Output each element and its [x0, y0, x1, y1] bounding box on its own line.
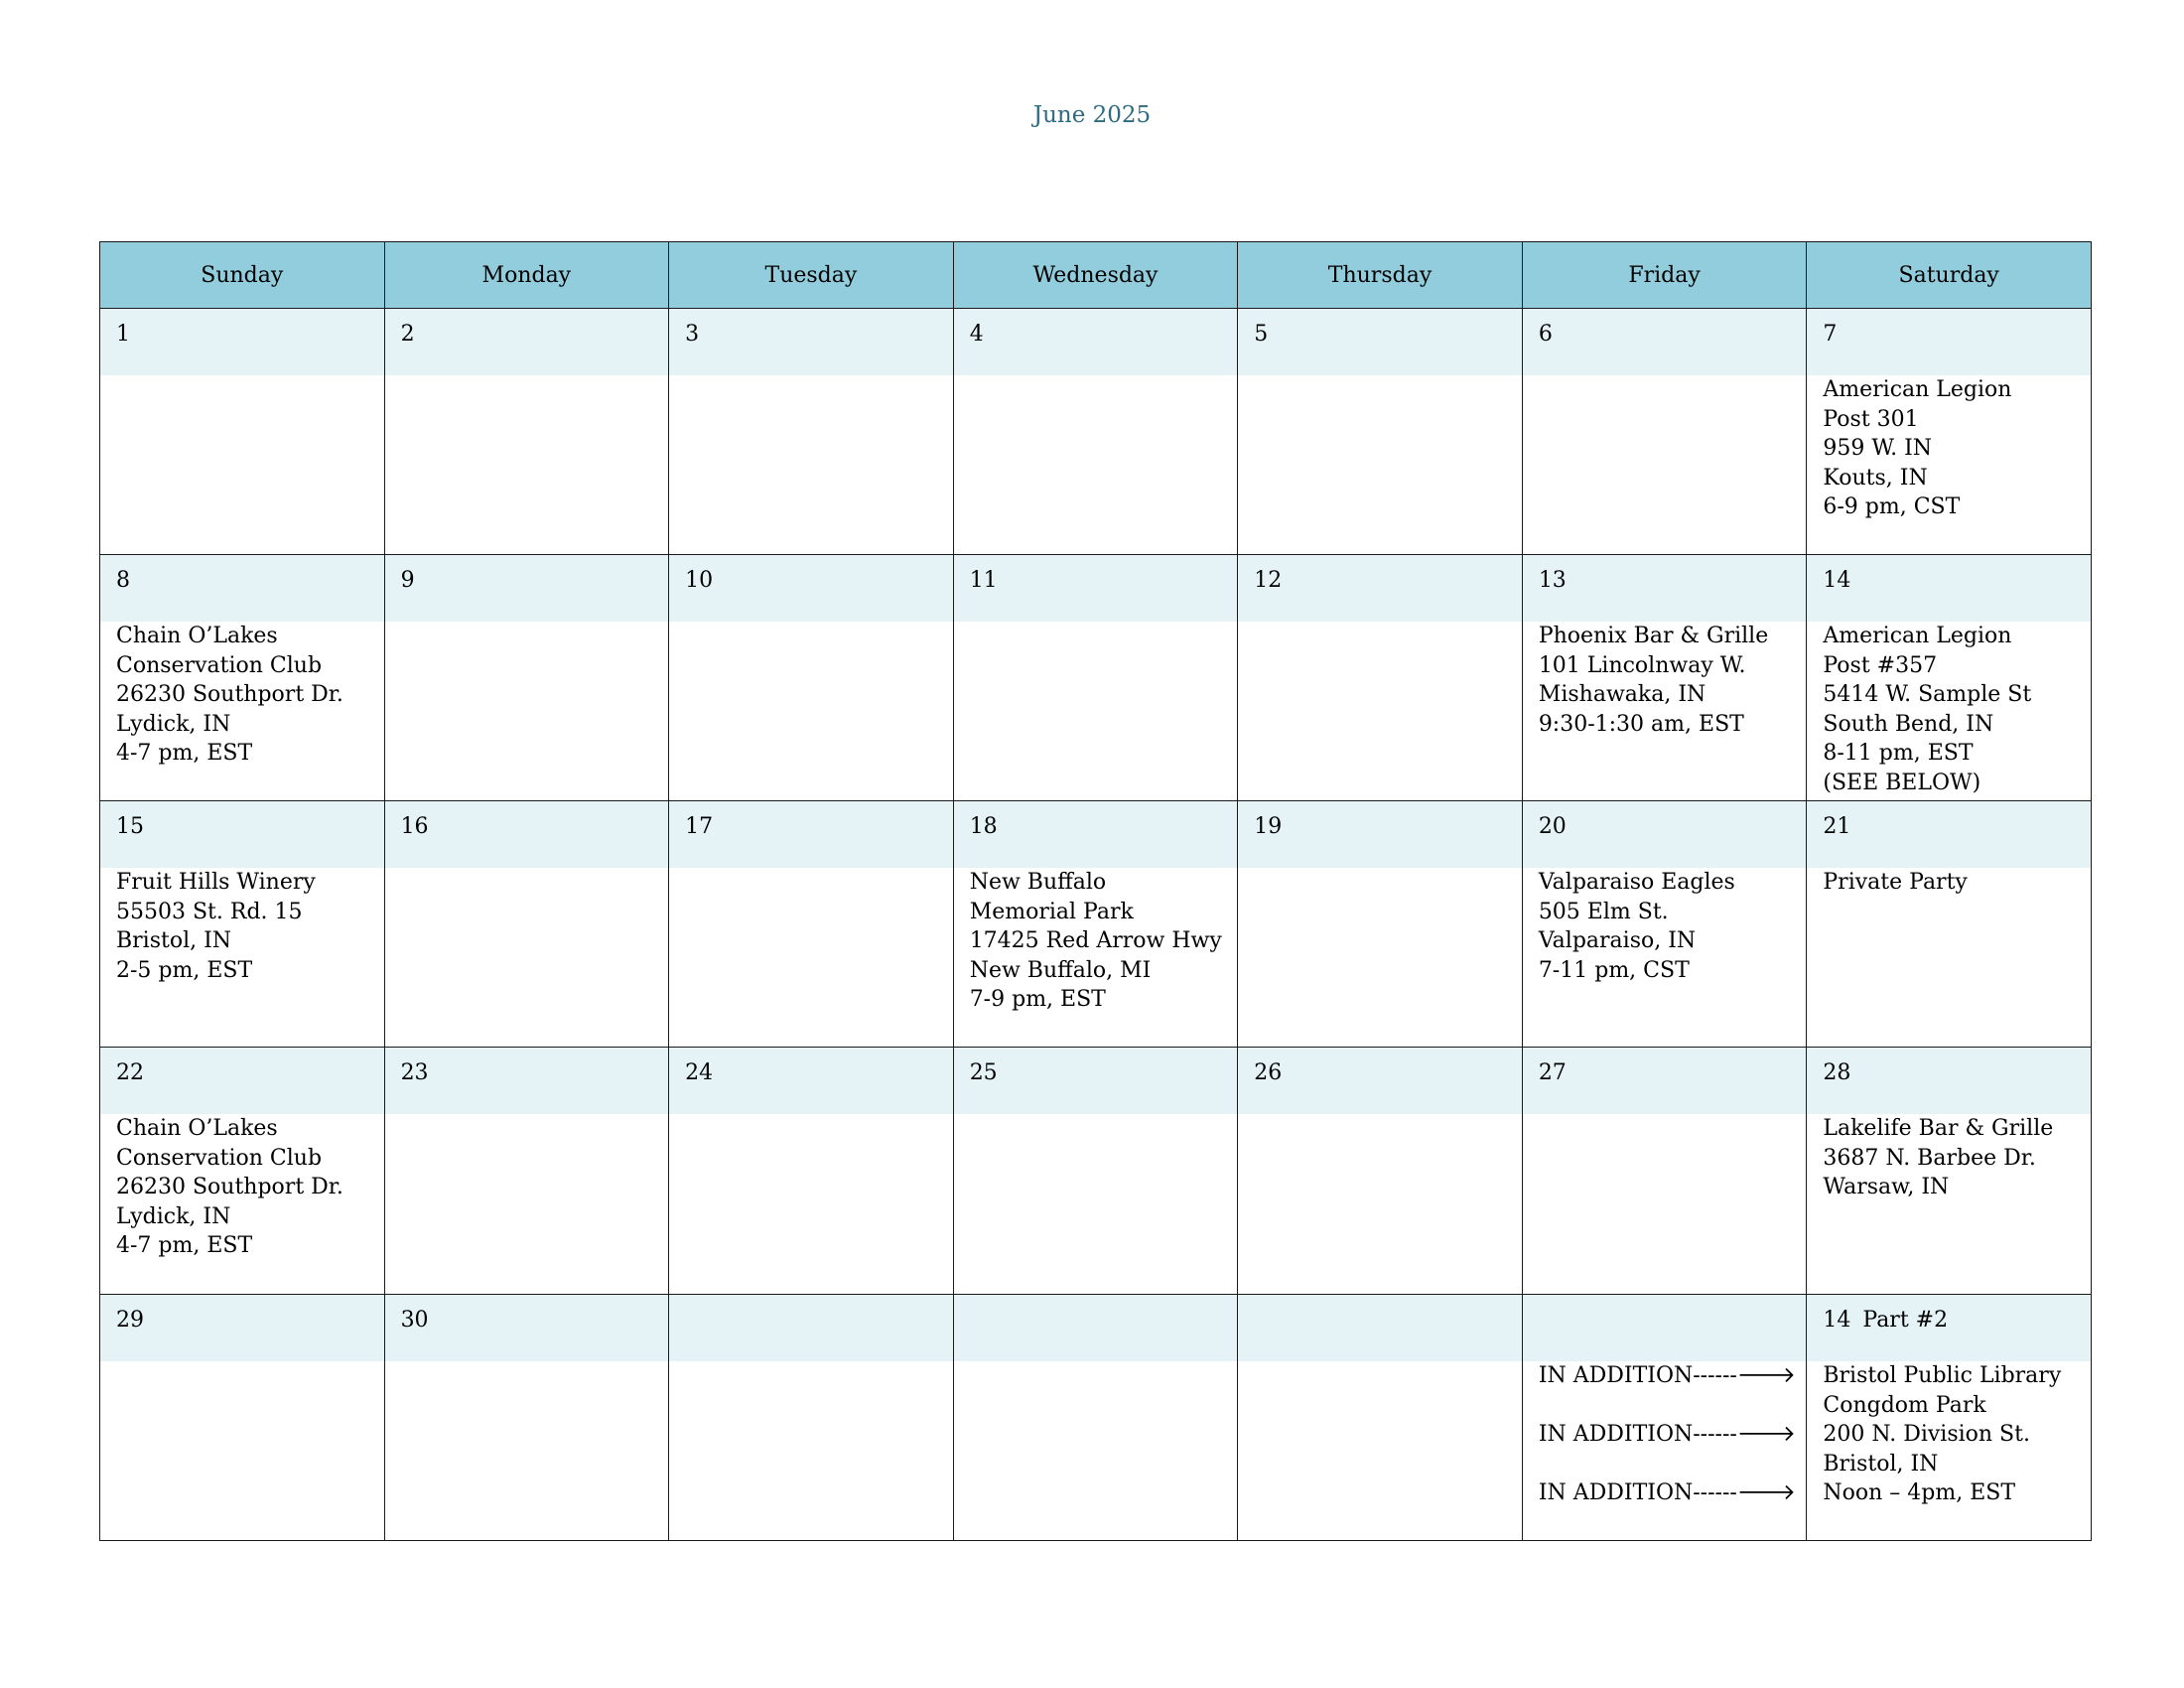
event-cell	[1807, 375, 2092, 555]
day-number: 25	[953, 1048, 1238, 1115]
event-cell-empty	[384, 1114, 669, 1295]
event-line: 3687 N. Barbee Dr.	[1823, 1145, 2036, 1171]
event-line: 4-7 pm, EST	[116, 1233, 253, 1258]
in-addition-note: IN ADDITION------🡒	[1538, 1422, 1796, 1447]
part-label: Part #2	[1862, 1308, 1949, 1333]
event-cell-empty	[669, 622, 954, 801]
event-line: Mishawaka, IN	[1538, 682, 1706, 707]
weekday-header-wednesday: Wednesday	[953, 242, 1238, 309]
weekday-header-friday: Friday	[1522, 242, 1807, 309]
weekday-header-thursday: Thursday	[1238, 242, 1523, 309]
event-line: Valparaiso, IN	[1538, 928, 1697, 953]
day-number: 10	[669, 555, 954, 623]
event-cell	[1522, 622, 1807, 801]
addition-cell	[1522, 1361, 1807, 1541]
event-line: Valparaiso Eagles	[1538, 870, 1735, 895]
event-cell-empty	[384, 868, 669, 1048]
day-number: 18	[953, 801, 1238, 869]
in-addition-note: IN ADDITION------🡒	[1538, 1363, 1796, 1388]
event-line: American Legion	[1823, 377, 2012, 402]
event-cell-empty	[1238, 622, 1523, 801]
event-row	[100, 1114, 2092, 1295]
event-line: Conservation Club	[116, 1145, 323, 1171]
event-line: 7-11 pm, CST	[1538, 957, 1690, 983]
day-number: 20	[1522, 801, 1807, 869]
event-line: Phoenix Bar & Grille	[1538, 624, 1769, 648]
event-cell-empty	[953, 622, 1238, 801]
event-cell-empty	[1238, 868, 1523, 1048]
event-line: 55503 St. Rd. 15	[116, 899, 303, 924]
event-line: 200 N. Division St.	[1823, 1422, 2030, 1447]
calendar-table	[99, 241, 2092, 1541]
event-cell-empty	[384, 622, 669, 801]
event-line: Chain O’Lakes	[116, 1116, 278, 1141]
event-cell	[100, 868, 385, 1048]
event-line: Noon – 4pm, EST	[1823, 1480, 2016, 1505]
event-cell-empty	[953, 375, 1238, 555]
event-line: South Bend, IN	[1823, 711, 1994, 737]
day-number: 21	[1807, 801, 2092, 869]
day-number: 7	[1807, 309, 2092, 376]
date-row	[100, 1295, 2092, 1362]
event-cell	[1522, 868, 1807, 1048]
day-number-empty	[1522, 1295, 1807, 1362]
event-line: 17425 Red Arrow Hwy	[969, 928, 1222, 953]
event-line: New Buffalo, MI	[969, 957, 1152, 983]
date-row	[100, 309, 2092, 376]
event-line: 5414 W. Sample St	[1823, 682, 2032, 707]
event-cell	[1807, 1361, 2092, 1541]
event-line: 101 Lincolnway W.	[1538, 652, 1746, 678]
day-number: 24	[669, 1048, 954, 1115]
event-cell	[1807, 622, 2092, 801]
day-number: 15	[100, 801, 385, 869]
weekday-header-tuesday: Tuesday	[669, 242, 954, 309]
day-number: 3	[669, 309, 954, 376]
day-number-empty	[669, 1295, 954, 1362]
event-line: Conservation Club	[116, 652, 323, 678]
event-cell-empty	[953, 1361, 1238, 1541]
event-cell-empty	[100, 1361, 385, 1541]
event-line: Fruit Hills Winery	[116, 870, 316, 895]
event-cell-empty	[384, 375, 669, 555]
event-cell	[1807, 868, 2092, 1048]
date-row	[100, 555, 2092, 623]
day-number: 27	[1522, 1048, 1807, 1115]
event-line: Chain O’Lakes	[116, 624, 278, 648]
day-number-with-part	[1807, 1295, 2092, 1362]
day-number: 16	[384, 801, 669, 869]
event-row	[100, 375, 2092, 555]
event-cell	[1807, 1114, 2092, 1295]
event-cell	[100, 622, 385, 801]
event-line: 4-7 pm, EST	[116, 741, 253, 766]
event-cell-empty	[669, 375, 954, 555]
date-row	[100, 1048, 2092, 1115]
event-line: Bristol Public Library	[1823, 1363, 2062, 1388]
day-number: 5	[1238, 309, 1523, 376]
day-number: 29	[100, 1295, 385, 1362]
day-number: 14	[1823, 1308, 1851, 1333]
event-cell-empty	[1522, 1114, 1807, 1295]
day-number: 4	[953, 309, 1238, 376]
event-line: Congdom Park	[1823, 1392, 1986, 1418]
event-line: 959 W. IN	[1823, 436, 1933, 461]
event-line: 9:30-1:30 am, EST	[1538, 711, 1744, 737]
event-cell-empty	[100, 375, 385, 555]
event-cell-empty	[669, 868, 954, 1048]
event-line: 26230 Southport Dr.	[116, 1175, 343, 1199]
day-number: 28	[1807, 1048, 2092, 1115]
event-line: Post 301	[1823, 406, 1919, 432]
event-cell	[100, 1114, 385, 1295]
event-cell-empty	[1238, 1361, 1523, 1541]
day-number-empty	[953, 1295, 1238, 1362]
event-row	[100, 868, 2092, 1048]
day-number: 23	[384, 1048, 669, 1115]
day-number: 1	[100, 309, 385, 376]
page-title: June 2025	[1032, 102, 1152, 128]
event-line: Lydick, IN	[116, 1203, 231, 1229]
day-number: 2	[384, 309, 669, 376]
day-number: 30	[384, 1295, 669, 1362]
event-line: Kouts, IN	[1823, 465, 1928, 491]
event-line: American Legion	[1823, 624, 2012, 648]
event-line: Private Party	[1823, 870, 1968, 895]
event-line: 6-9 pm, CST	[1823, 494, 1961, 519]
event-line: 505 Elm St.	[1538, 899, 1669, 924]
day-number-empty	[1238, 1295, 1523, 1362]
in-addition-note: IN ADDITION------🡒	[1538, 1480, 1796, 1505]
day-number: 12	[1238, 555, 1523, 623]
event-line: Post #357	[1823, 652, 1938, 678]
event-cell-empty	[953, 1114, 1238, 1295]
event-row	[100, 622, 2092, 801]
event-line: Warsaw, IN	[1823, 1175, 1950, 1199]
event-line: Lydick, IN	[116, 711, 231, 737]
event-line: 8-11 pm, EST	[1823, 741, 1974, 766]
event-line: Lakelife Bar & Grille	[1823, 1116, 2054, 1141]
event-line: (SEE BELOW)	[1823, 770, 1981, 795]
event-cell-empty	[1522, 375, 1807, 555]
weekday-header-monday: Monday	[384, 242, 669, 309]
event-cell-empty	[669, 1361, 954, 1541]
event-cell-empty	[384, 1361, 669, 1541]
day-number: 14	[1807, 555, 2092, 623]
date-row	[100, 801, 2092, 869]
event-line: 7-9 pm, EST	[969, 987, 1106, 1012]
event-cell	[953, 868, 1238, 1048]
day-number: 6	[1522, 309, 1807, 376]
weekday-header-saturday: Saturday	[1807, 242, 2092, 309]
day-number: 13	[1522, 555, 1807, 623]
day-number: 17	[669, 801, 954, 869]
event-line: Bristol, IN	[1823, 1451, 1939, 1477]
day-number: 22	[100, 1048, 385, 1115]
weekday-header-sunday: Sunday	[100, 242, 385, 309]
event-cell-empty	[669, 1114, 954, 1295]
day-number: 9	[384, 555, 669, 623]
event-cell-empty	[1238, 375, 1523, 555]
day-number: 26	[1238, 1048, 1523, 1115]
day-number: 19	[1238, 801, 1523, 869]
event-line: Memorial Park	[969, 899, 1134, 924]
day-number: 8	[100, 555, 385, 623]
event-line: New Buffalo	[969, 870, 1107, 895]
event-line: Bristol, IN	[116, 928, 232, 953]
event-row	[100, 1361, 2092, 1541]
weekday-header-row	[100, 242, 2092, 309]
event-line: 2-5 pm, EST	[116, 957, 253, 983]
event-cell-empty	[1238, 1114, 1523, 1295]
day-number: 11	[953, 555, 1238, 623]
event-line: 26230 Southport Dr.	[116, 682, 343, 707]
